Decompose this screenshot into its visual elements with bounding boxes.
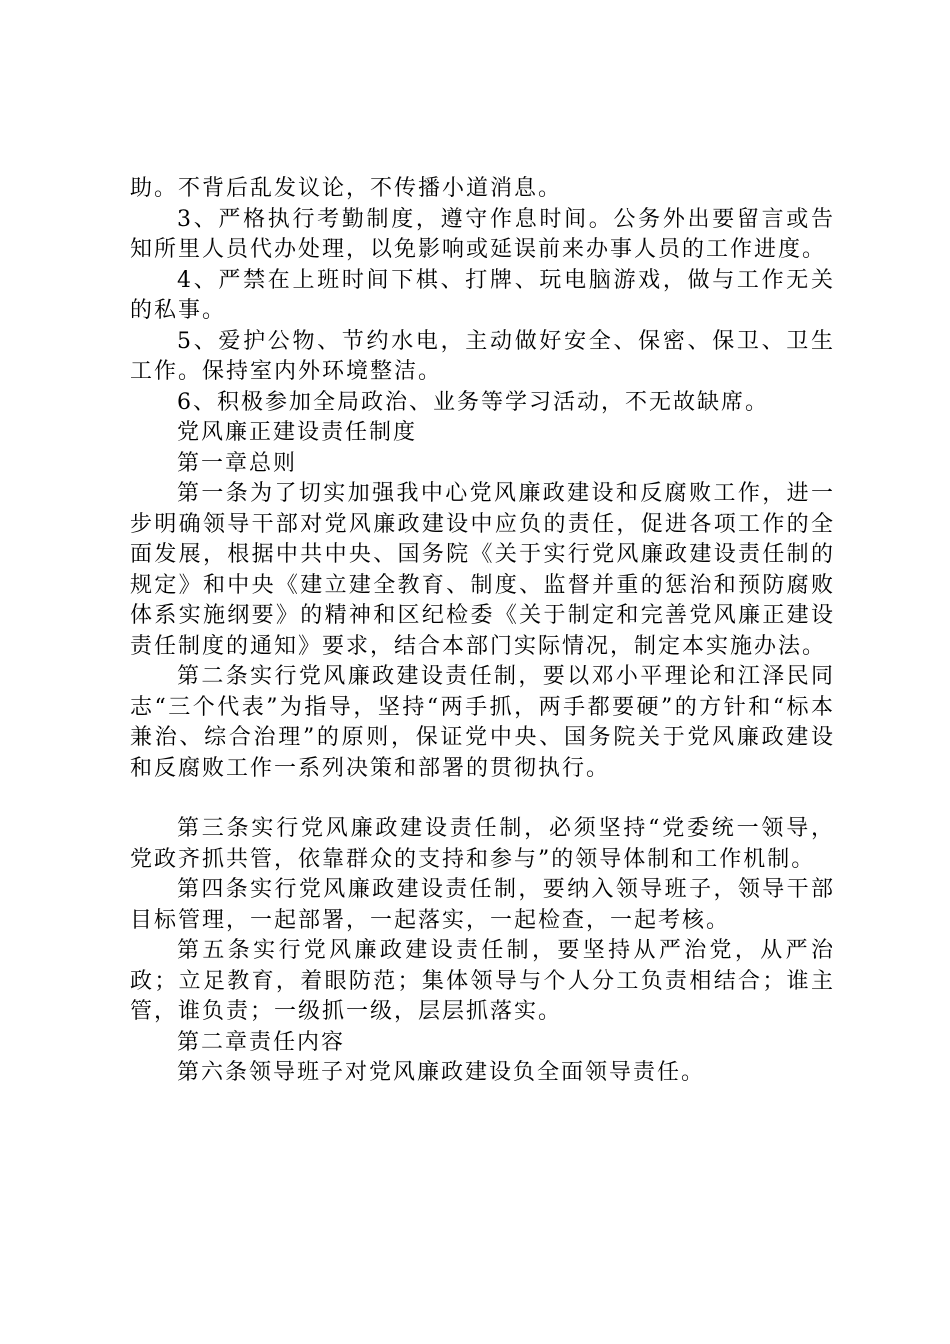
section-title: 党风廉正建设责任制度 [177, 420, 418, 445]
article-1: 第一条为了切实加强我中心党风廉政建设和反腐败工作，进一步明确领导干部对党风廉政建设中应负的责任，促进各项工作的全面发展，根据中共中央、国务院《关于实行党风廉政建设责任制的规定》和中央《建立建全教育、制度、监督并重的惩治和预防腐败体系实施纲要》的精神和区纪检委《关于制定和完善党风廉正建设责任制度的通知》要求，结合本部门实际情况，制定本实施办法。 [130, 481, 835, 659]
paragraph-rule-4: 4、严禁在上班时间下棋、打牌、玩电脑游戏，做与工作无关的私事。 [130, 267, 835, 323]
chapter-1-heading: 第一章总则 [177, 450, 298, 476]
chapter-2-heading: 第二章责任内容 [177, 1029, 346, 1055]
article-5: 第五条实行党风廉政建设责任制，要坚持从严治党，从严治政；立足教育，着眼防范；集体领导与个人分工负责相结合；谁主管，谁负责；一级抓一级，层层抓落实。 [130, 938, 835, 1024]
paragraph-rule-5: 5、爱护公物、节约水电，主动做好安全、保密、保卫、卫生工作。保持室内外环境整洁。 [130, 328, 835, 384]
document-body [130, 174, 835, 1089]
article-6: 第六条领导班子对党风廉政建设负全面领导责任。 [177, 1060, 706, 1085]
article-2: 第二条实行党风廉政建设责任制，要以邓小平理论和江泽民同志“三个代表”为指导，坚持“两手抓，两手都要硬”的方针和“标本兼治、综合治理”的原则，保证党中央、国务院关于党风廉政建设和反腐败工作一系列决策和部署的贯彻执行。 [130, 664, 835, 781]
article-3: 第三条实行党风廉政建设责任制，必须坚持“党委统一领导，党政齐抓共管，依靠群众的支持和参与”的领导体制和工作机制。 [130, 816, 835, 872]
paragraph-rule-3: 3、严格执行考勤制度，遵守作息时间。公务外出要留言或告知所里人员代办处理，以免影响或延误前来办事人员的工作进度。 [130, 206, 835, 262]
paragraph-continuation: 助。不背后乱发议论，不传播小道消息。 [130, 176, 563, 201]
paragraph-rule-6: 6、积极参加全局政治、业务等学习活动，不无故缺席。 [177, 389, 769, 415]
article-4: 第四条实行党风廉政建设责任制，要纳入领导班子，领导干部目标管理，一起部署，一起落实，一起检查，一起考核。 [130, 877, 835, 933]
